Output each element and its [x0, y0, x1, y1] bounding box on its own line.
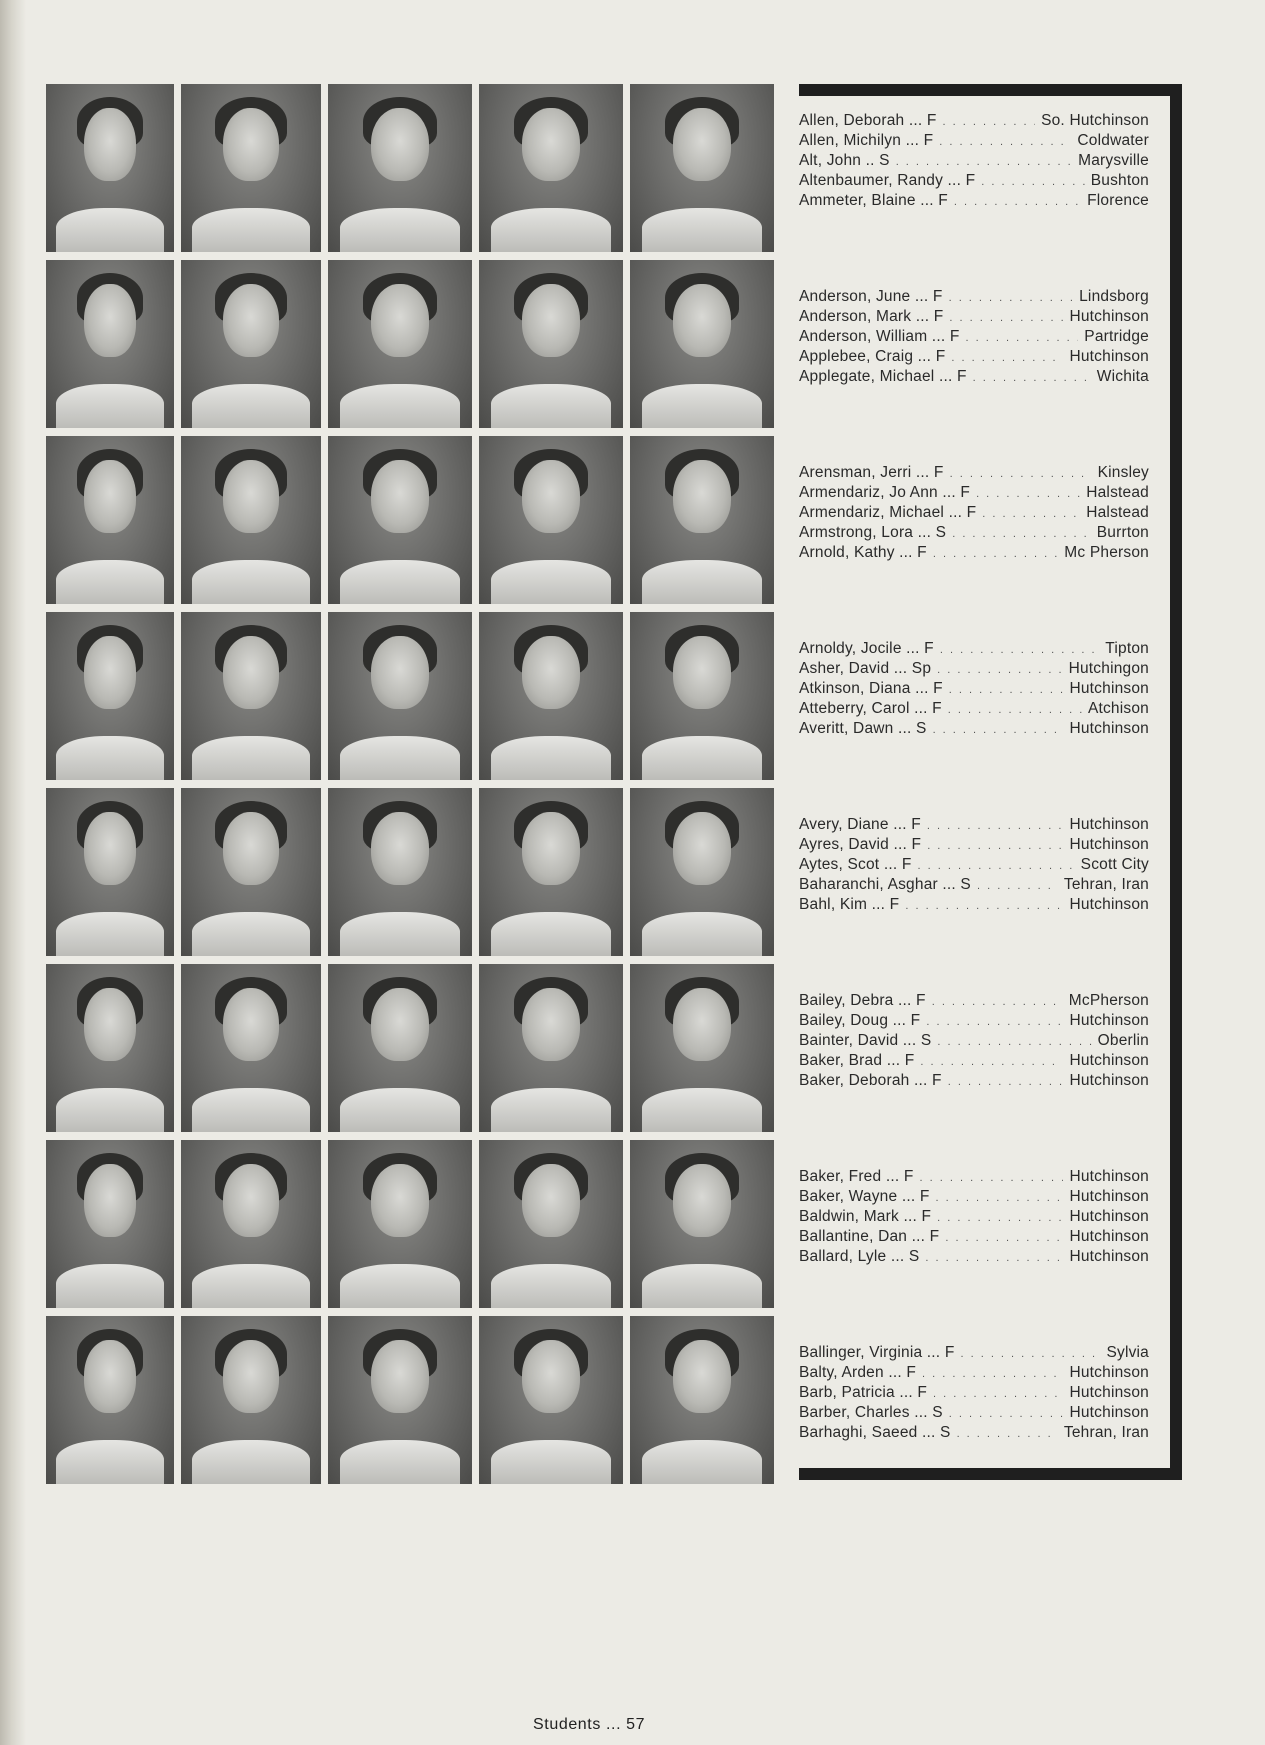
leader-dots — [920, 1053, 1063, 1072]
student-hometown: Lindsborg — [1079, 288, 1149, 305]
student-name: Allen, Deborah ... F — [799, 112, 937, 129]
name-group — [799, 112, 1149, 212]
student-portrait — [328, 84, 472, 252]
leader-dots — [939, 133, 1071, 152]
student-hometown: Halstead — [1086, 503, 1149, 521]
student-entry — [799, 660, 1149, 680]
student-portrait — [181, 612, 321, 780]
leader-dots — [949, 289, 1074, 308]
student-portrait — [479, 1316, 623, 1484]
student-name: Baker, Wayne ... F — [799, 1187, 930, 1205]
student-hometown: Hutchingon — [1068, 659, 1149, 677]
student-portrait — [630, 84, 774, 252]
student-entry — [799, 700, 1149, 720]
student-entry — [799, 856, 1149, 876]
name-panel — [799, 84, 1182, 1480]
student-entry — [799, 544, 1149, 564]
student-name: Baldwin, Mark ... F — [799, 1207, 932, 1225]
student-hometown: Coldwater — [1077, 131, 1149, 149]
leader-dots — [918, 857, 1075, 876]
student-portrait — [479, 612, 623, 780]
portrait-grid — [46, 84, 774, 1484]
student-hometown: Hutchinson — [1069, 1227, 1149, 1245]
student-name: Armendariz, Michael ... F — [799, 503, 977, 521]
student-entry — [799, 112, 1149, 132]
student-entry — [799, 680, 1149, 700]
student-portrait — [328, 964, 472, 1132]
student-hometown: Hutchinson — [1069, 1011, 1149, 1029]
student-hometown: Hutchinson — [1069, 1363, 1149, 1381]
leader-dots — [932, 993, 1063, 1012]
student-portrait — [328, 1316, 472, 1484]
student-hometown: So. Hutchinson — [1041, 112, 1149, 129]
student-entry — [799, 328, 1149, 348]
student-name: Avery, Diane ... F — [799, 816, 921, 833]
student-portrait — [479, 84, 623, 252]
student-entry — [799, 720, 1149, 740]
student-hometown: Oberlin — [1097, 1031, 1149, 1049]
student-name: Altenbaumer, Randy ... F — [799, 171, 976, 189]
student-entry — [799, 1188, 1149, 1208]
student-name: Aytes, Scot ... F — [799, 855, 912, 873]
student-portrait — [630, 964, 774, 1132]
student-entry — [799, 1032, 1149, 1052]
student-entry — [799, 504, 1149, 524]
student-entry — [799, 152, 1149, 172]
student-name: Averitt, Dawn ... S — [799, 719, 927, 737]
student-hometown: Wichita — [1096, 367, 1149, 385]
student-name: Bainter, David ... S — [799, 1031, 932, 1049]
student-entry — [799, 992, 1149, 1012]
student-portrait — [479, 260, 623, 428]
student-name: Ayres, David ... F — [799, 835, 922, 853]
student-hometown: Bushton — [1090, 171, 1149, 189]
student-portrait — [46, 84, 174, 252]
leader-dots — [951, 349, 1063, 368]
student-hometown: Hutchinson — [1069, 719, 1149, 737]
student-portrait — [328, 260, 472, 428]
student-name: Alt, John .. S — [799, 151, 890, 169]
student-hometown: Tehran, Iran — [1063, 1423, 1149, 1441]
student-hometown: Hutchinson — [1069, 1403, 1149, 1421]
student-portrait — [479, 436, 623, 604]
leader-dots — [922, 1365, 1063, 1384]
student-hometown: Hutchinson — [1069, 347, 1149, 365]
student-portrait — [328, 612, 472, 780]
student-portrait — [181, 1316, 321, 1484]
student-entry — [799, 308, 1149, 328]
student-hometown: Hutchinson — [1069, 1051, 1149, 1069]
leader-dots — [948, 1073, 1064, 1092]
student-entry — [799, 1424, 1149, 1444]
student-name: Anderson, William ... F — [799, 327, 960, 345]
student-name: Balty, Arden ... F — [799, 1363, 917, 1381]
student-name: Bahl, Kim ... F — [799, 895, 900, 913]
student-name: Baker, Brad ... F — [799, 1051, 915, 1069]
leader-dots — [896, 153, 1072, 172]
student-entry — [799, 1072, 1149, 1092]
student-hometown: Hutchinson — [1069, 835, 1149, 853]
student-name: Anderson, Mark ... F — [799, 307, 944, 325]
student-portrait — [181, 84, 321, 252]
student-portrait — [46, 1140, 174, 1308]
leader-dots — [937, 661, 1062, 680]
name-group — [799, 992, 1149, 1092]
leader-dots — [948, 701, 1082, 720]
leader-dots — [933, 721, 1064, 740]
student-name: Barber, Charles ... S — [799, 1403, 943, 1421]
name-group — [799, 1344, 1149, 1444]
leader-dots — [927, 837, 1063, 856]
student-entry — [799, 132, 1149, 152]
name-group — [799, 640, 1149, 740]
student-entry — [799, 1228, 1149, 1248]
student-hometown: Hutchinson — [1069, 1071, 1149, 1089]
student-entry — [799, 348, 1149, 368]
student-name: Bailey, Doug ... F — [799, 1011, 921, 1029]
student-portrait — [181, 260, 321, 428]
leader-dots — [925, 1249, 1063, 1268]
leader-dots — [966, 329, 1079, 348]
student-name: Asher, David ... Sp — [799, 659, 932, 677]
student-entry — [799, 1364, 1149, 1384]
student-entry — [799, 1344, 1149, 1364]
student-portrait — [479, 788, 623, 956]
student-portrait — [630, 612, 774, 780]
student-entry — [799, 288, 1149, 308]
student-hometown: Burrton — [1096, 523, 1149, 541]
student-hometown: Kinsley — [1097, 464, 1149, 481]
student-name: Applebee, Craig ... F — [799, 347, 946, 365]
student-portrait — [46, 1316, 174, 1484]
student-portrait — [630, 260, 774, 428]
leader-dots — [949, 1405, 1064, 1424]
student-hometown: Scott City — [1080, 855, 1149, 873]
leader-dots — [926, 1013, 1063, 1032]
student-name: Armendariz, Jo Ann ... F — [799, 483, 971, 501]
leader-dots — [905, 897, 1063, 916]
student-name: Bailey, Debra ... F — [799, 992, 926, 1009]
student-portrait — [46, 612, 174, 780]
student-hometown: Hutchinson — [1069, 1247, 1149, 1265]
student-entry — [799, 1384, 1149, 1404]
student-portrait — [46, 788, 174, 956]
student-name: Atkinson, Diana ... F — [799, 679, 943, 697]
student-entry — [799, 524, 1149, 544]
student-hometown: Tehran, Iran — [1063, 875, 1149, 893]
student-portrait — [630, 436, 774, 604]
binding-edge — [0, 0, 26, 1745]
student-hometown: Hutchinson — [1069, 1187, 1149, 1205]
student-name: Arensman, Jerri ... F — [799, 464, 944, 481]
student-portrait — [630, 1140, 774, 1308]
student-entry — [799, 192, 1149, 212]
student-entry — [799, 1404, 1149, 1424]
leader-dots — [943, 113, 1036, 132]
student-entry — [799, 1168, 1149, 1188]
leader-dots — [952, 525, 1091, 544]
leader-dots — [933, 1385, 1063, 1404]
student-entry — [799, 896, 1149, 916]
leader-dots — [945, 1229, 1063, 1248]
leader-dots — [960, 1345, 1100, 1364]
student-portrait — [328, 788, 472, 956]
student-portrait — [479, 1140, 623, 1308]
student-portrait — [328, 436, 472, 604]
student-entry — [799, 1208, 1149, 1228]
student-entry — [799, 1052, 1149, 1072]
student-hometown: Atchison — [1087, 699, 1149, 717]
student-name: Barb, Patricia ... F — [799, 1383, 928, 1401]
student-entry — [799, 1012, 1149, 1032]
leader-dots — [937, 1033, 1091, 1052]
student-hometown: Marysville — [1078, 151, 1149, 169]
leader-dots — [937, 1209, 1063, 1228]
student-hometown: Hutchinson — [1069, 1383, 1149, 1401]
leader-dots — [936, 1189, 1064, 1208]
student-name: Baker, Deborah ... F — [799, 1071, 942, 1089]
leader-dots — [957, 1425, 1058, 1444]
student-name: Ammeter, Blaine ... F — [799, 191, 948, 209]
student-hometown: McPherson — [1068, 992, 1149, 1009]
student-name: Atteberry, Carol ... F — [799, 699, 942, 717]
student-portrait — [46, 260, 174, 428]
name-group — [799, 816, 1149, 916]
leader-dots — [977, 877, 1058, 896]
student-entry — [799, 876, 1149, 896]
student-portrait — [181, 1140, 321, 1308]
student-portrait — [46, 436, 174, 604]
student-name: Ballantine, Dan ... F — [799, 1227, 940, 1245]
student-hometown: Hutchinson — [1069, 307, 1149, 325]
student-portrait — [630, 788, 774, 956]
name-group — [799, 464, 1149, 564]
student-name: Ballinger, Virginia ... F — [799, 1344, 955, 1361]
student-portrait — [181, 788, 321, 956]
leader-dots — [976, 485, 1080, 504]
student-name: Barhaghi, Saeed ... S — [799, 1423, 951, 1441]
student-entry — [799, 836, 1149, 856]
student-entry — [799, 1248, 1149, 1268]
student-hometown: Hutchinson — [1069, 1168, 1149, 1185]
leader-dots — [949, 681, 1064, 700]
student-portrait — [181, 436, 321, 604]
student-name: Ballard, Lyle ... S — [799, 1247, 920, 1265]
student-entry — [799, 816, 1149, 836]
student-hometown: Sylvia — [1106, 1344, 1149, 1361]
student-name: Baharanchi, Asghar ... S — [799, 875, 971, 893]
student-portrait — [328, 1140, 472, 1308]
leader-dots — [927, 817, 1064, 836]
leader-dots — [982, 505, 1080, 524]
student-entry — [799, 484, 1149, 504]
student-name: Baker, Fred ... F — [799, 1168, 914, 1185]
leader-dots — [920, 1169, 1064, 1188]
student-name: Allen, Michilyn ... F — [799, 131, 934, 149]
student-name: Arnoldy, Jocile ... F — [799, 640, 934, 657]
leader-dots — [981, 173, 1084, 192]
student-hometown: Hutchinson — [1069, 679, 1149, 697]
student-name: Anderson, June ... F — [799, 288, 943, 305]
name-group — [799, 288, 1149, 388]
leader-dots — [940, 641, 1099, 660]
student-hometown: Partridge — [1084, 327, 1149, 345]
student-hometown: Mc Pherson — [1064, 543, 1149, 561]
page-footer: Students ... 57 — [533, 1716, 646, 1733]
leader-dots — [949, 309, 1063, 328]
student-portrait — [479, 964, 623, 1132]
student-name: Armstrong, Lora ... S — [799, 523, 947, 541]
student-name: Applegate, Michael ... F — [799, 367, 967, 385]
leader-dots — [973, 369, 1091, 388]
student-portrait — [181, 964, 321, 1132]
student-hometown: Hutchinson — [1069, 1207, 1149, 1225]
name-group — [799, 1168, 1149, 1268]
student-entry — [799, 640, 1149, 660]
student-portrait — [46, 964, 174, 1132]
student-name: Arnold, Kathy ... F — [799, 543, 927, 561]
student-portrait — [630, 1316, 774, 1484]
student-hometown: Halstead — [1086, 483, 1149, 501]
student-hometown: Hutchinson — [1069, 816, 1149, 833]
leader-dots — [950, 465, 1092, 484]
student-hometown: Florence — [1087, 191, 1149, 209]
student-hometown: Tipton — [1105, 640, 1149, 657]
student-entry — [799, 464, 1149, 484]
student-hometown: Hutchinson — [1069, 895, 1149, 913]
student-entry — [799, 368, 1149, 388]
student-entry — [799, 172, 1149, 192]
leader-dots — [954, 193, 1081, 212]
leader-dots — [933, 545, 1058, 564]
